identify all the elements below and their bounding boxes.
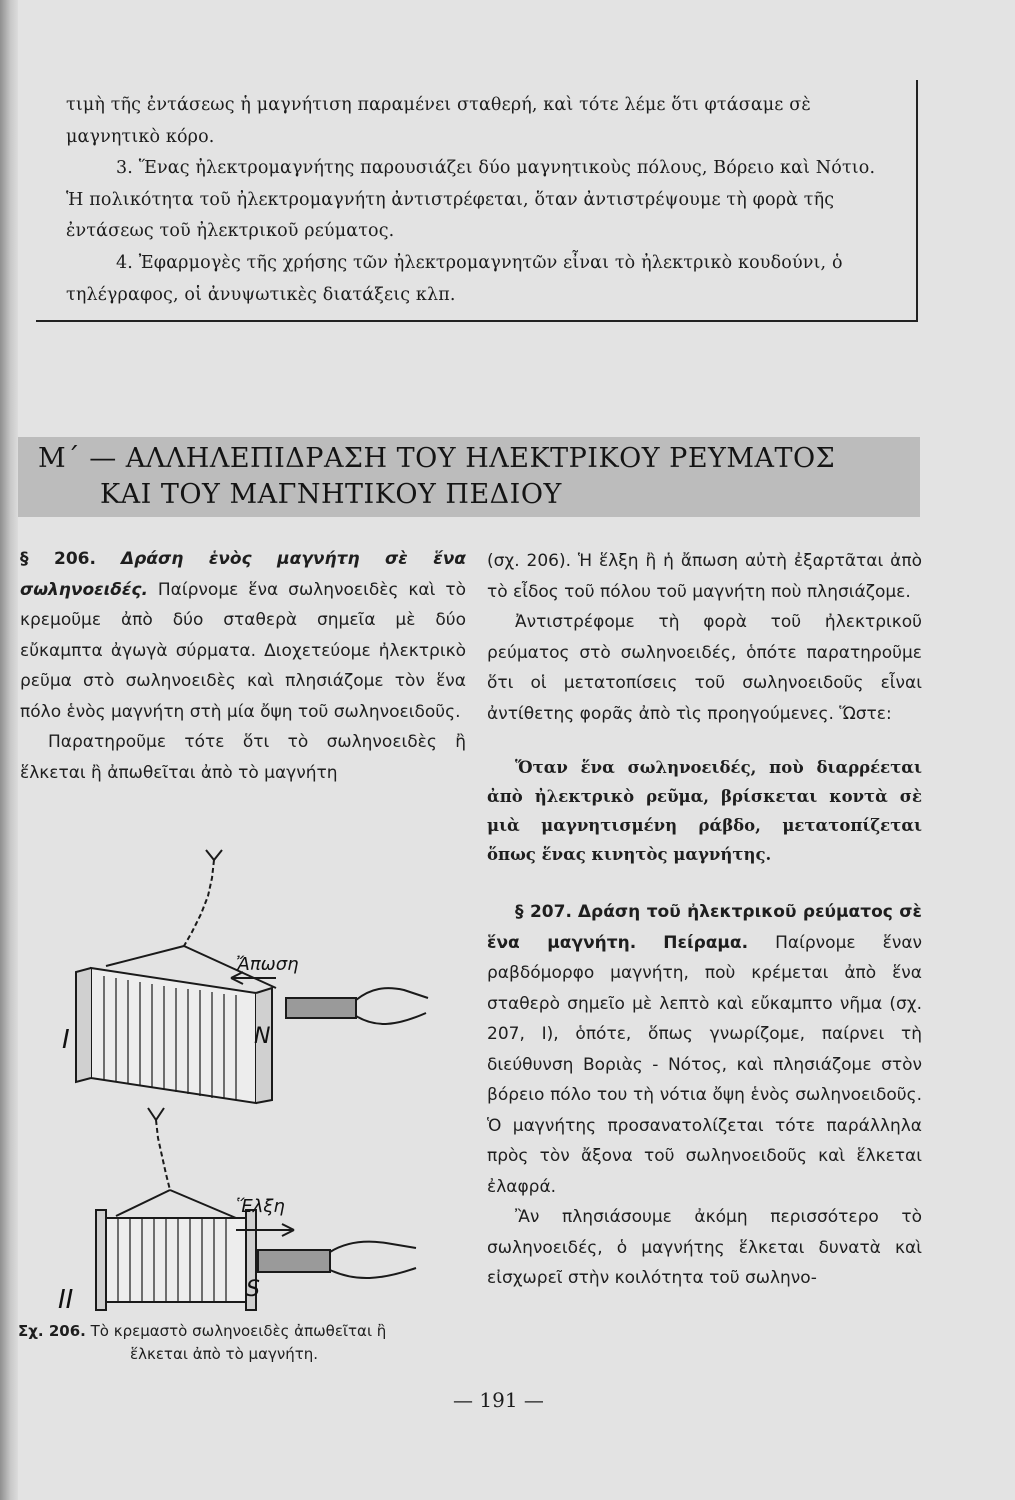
- chapter-heading-banner: [18, 437, 920, 517]
- section-206-body: Παίρνομε ἕνα σωληνοειδὲς καὶ τὸ κρεμοῦμε ἀπὸ δύο σταθερὰ σημεῖα μὲ δύο εὔκαμπτα ἀγωγὰ σύρματα. Διοχετεύομε ἠλεκτρικὸ ρεῦμα στὸ σωληνοειδὲς καὶ πλησιάζομε τὸν ἕνα πόλο ἑνὸς μαγνήτη στὴ μία ὄψη τοῦ σωληνοειδοῦς.: [20, 579, 466, 722]
- section-207-title: Δράση τοῦ ἠλεκτρικοῦ ρεύματος σὲ ἕνα μαγνήτη.: [487, 902, 923, 953]
- summary-item-text-3: Ἕνας ἠλεκτρομαγνήτης παρουσιάζει δύο μαγνητικοὺς πόλους, Βόρειο καὶ Νότιο. Ἡ πολικότητα τοῦ ἠλεκτρομαγνήτη ἀντιστρέφεται, ὅταν ἀντιστρέψουμε τὴ φορὰ τῆς ἐντάσεως τοῦ ἠλεκτρικοῦ ρεύματος.: [66, 158, 876, 241]
- solenoid-start-flange: [76, 968, 91, 1082]
- figure-caption-line-2: ἕλκεται ἀπὸ τὸ μαγνήτη.: [130, 1345, 319, 1363]
- bar-magnet-N: [286, 998, 356, 1018]
- right-column: [487, 546, 922, 1294]
- summary-box: [36, 80, 918, 322]
- magnet-pole-S-label: S: [246, 1277, 260, 1302]
- summary-item-text-4: Ἐφαρμογὲς τῆς χρήσης τῶν ἠλεκτρομαγνητῶν εἶναι τὸ ἠλεκτρικὸ κουδούνι, ὁ τηλέγραφος, οἱ ἀνυψωτικὲς διατάξεις κλπ.: [66, 253, 843, 305]
- summary-paragraph-1: τιμὴ τῆς ἐντάσεως ἡ μαγνήτιση παραμένει σταθερή, καὶ τότε λέμε ὅτι φτάσαμε σὲ μαγνητικὸ κόρο.: [66, 95, 811, 147]
- left-column: [20, 544, 466, 788]
- figure-206-caption: [18, 1320, 468, 1366]
- chain-icon: [184, 860, 214, 946]
- solenoid-II-group: [96, 1108, 256, 1310]
- figure-caption-number: Σχ. 206.: [18, 1322, 86, 1340]
- magnet-pole-N-label: N: [254, 1024, 271, 1049]
- section-207-number: § 207.: [515, 902, 572, 922]
- section-206-title: Δράση ἑνὸς μαγνήτη σὲ ἕνα σωληνοειδές.: [20, 549, 466, 600]
- right-paragraph-1: (σχ. 206). Ἡ ἕλξη ἢ ἡ ἄπωση αὐτὴ ἐξαρτᾶται ἀπὸ τὸ εἶδος τοῦ πόλου τοῦ μαγνήτη ποὺ πλησιάζομε.: [487, 551, 922, 602]
- right-paragraph-2: Ἀντιστρέφομε τὴ φορὰ τοῦ ἠλεκτρικοῦ ρεύματος στὸ σωληνοειδές, ὁπότε παρατηροῦμε ὅτι οἱ μετατοπίσεις τοῦ σωληνοειδοῦς εἶναι ἀντίθετης φορᾶς ἀπὸ τὶς προηγούμενες. Ὥστε:: [487, 612, 922, 724]
- hook-icon: [206, 850, 222, 860]
- hand-holding-magnet-N: [356, 988, 428, 1024]
- experiment-label: Πείραμα.: [663, 932, 749, 953]
- bar-magnet-S: [258, 1250, 330, 1272]
- solenoid-I-group: [76, 850, 276, 1103]
- figure-part-I-label: I: [62, 1025, 70, 1055]
- solenoid-coil-2: [106, 1218, 246, 1302]
- chain-icon-2: [156, 1120, 170, 1190]
- section-207-paragraph: [487, 897, 922, 1202]
- attraction-label: Ἕλξη: [236, 1196, 285, 1217]
- summary-paragraph-3: [66, 153, 896, 248]
- hook-icon-2: [148, 1108, 164, 1120]
- rule-statement: Ὅταν ἕνα σωληνοειδές, ποὺ διαρρέεται ἀπὸ ἠλεκτρικὸ ρεῦμα, βρίσκεται κοντὰ σὲ μιὰ μαγνητισμένη ράβδο, μετατοπίζεται ὅπως ἕνας κινητὸς μαγνήτης.: [487, 758, 922, 864]
- right-paragraph-4: Ἂν πλησιάσουμε ἀκόμη περισσότερο τὸ σωληνοειδές, ὁ μαγνήτης ἕλκεται δυνατὰ καὶ εἰσχωρεῖ στὴν κοιλότητα τοῦ σωληνο-: [487, 1207, 922, 1288]
- solenoid-flange-left-2: [96, 1210, 106, 1310]
- section-206-paragraph-2: Παρατηροῦμε τότε ὅτι τὸ σωληνοειδὲς ἢ ἕλκεται ἢ ἀπωθεῖται ἀπὸ τὸ μαγνήτη: [20, 732, 466, 783]
- section-206-paragraph: [20, 544, 466, 727]
- figure-206-illustration: [36, 838, 476, 1338]
- figure-caption-line-1: Τὸ κρεμαστὸ σωληνοειδὲς ἀπωθεῖται ἢ: [90, 1322, 387, 1340]
- summary-item-number-4: 4.: [116, 253, 133, 273]
- section-206-number: § 206.: [20, 549, 96, 569]
- book-spine-shadow: [0, 0, 18, 1500]
- summary-paragraph-4: [66, 248, 896, 311]
- summary-item-number-3: 3.: [116, 158, 133, 178]
- magnet-S-group: [236, 1224, 416, 1278]
- section-207-body: Παίρνομε ἕναν ραβδόμορφο μαγνήτη, ποὺ κρέμεται ἀπὸ ἕνα σταθερὸ σημεῖο μὲ λεπτὸ καὶ εὔκαμπτο νῆμα (σχ. 207, Ι), ὁπότε, ὅπως γνωρίζομε, παίρνει τὴ διεύθυνση Βοριὰς - Νότος, καὶ πλησιάζομε στὸν βόρειο πόλο του τὴ νότια ὄψη ἑνὸς σωληνοειδοῦς. Ὁ μαγνήτης προσανατολίζεται τότε παράλληλα πρὸς τὸν ἄξονα τοῦ σωληνοειδοῦς καὶ ἕλκεται ἐλαφρά.: [487, 932, 923, 1197]
- figure-part-II-label: II: [58, 1285, 74, 1315]
- page-number: — 191 —: [453, 1388, 544, 1412]
- chapter-heading-line-1: Μ΄ — ΑΛΛΗΛΕΠΙΔΡΑΣΗ ΤΟΥ ΗΛΕΚΤΡΙΚΟΥ ΡΕΥΜΑΤΟΣ: [38, 443, 836, 474]
- suspension-wires-2: [116, 1190, 236, 1218]
- hand-holding-magnet-S: [330, 1242, 416, 1278]
- repulsion-label: Ἄπωση: [236, 954, 299, 975]
- chapter-heading-line-2: ΚΑΙ ΤΟΥ ΜΑΓΝΗΤΙΚΟΥ ΠΕΔΙΟΥ: [100, 479, 562, 510]
